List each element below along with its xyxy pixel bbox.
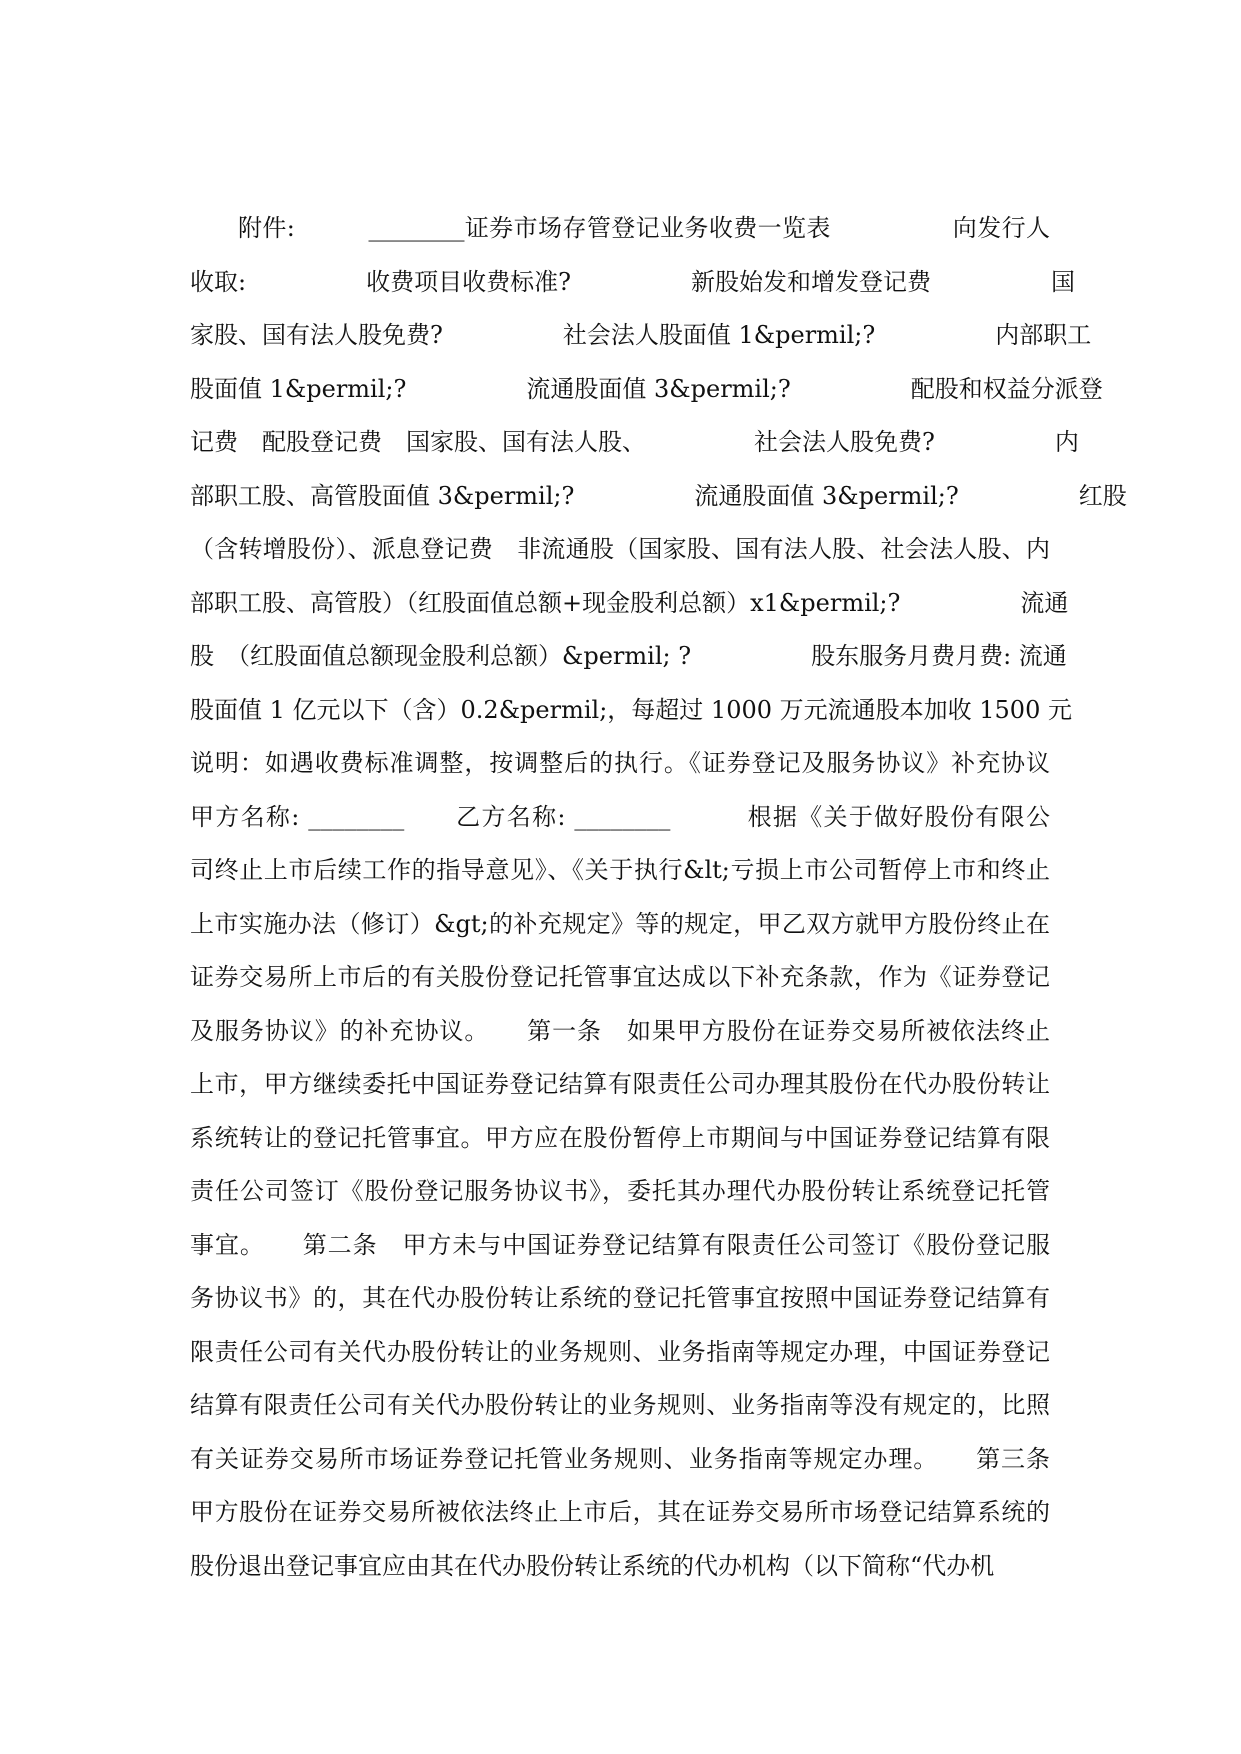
text-line: 责任公司签订《股份登记服务协议书》，委托其办理代办股份转让系统登记托管: [190, 1177, 1050, 1205]
text-line: 上市，甲方继续委托中国证券登记结算有限责任公司办理其股份在代办股份转让: [190, 1070, 1050, 1098]
text-line: 务协议书》的，其在代办股份转让系统的登记托管事宜按照中国证券登记结算有: [190, 1284, 1050, 1312]
text-line: 证券交易所上市后的有关股份登记托管事宜达成以下补充条款，作为《证券登记: [190, 963, 1050, 991]
document-body: [190, 208, 1127, 1599]
text-line: 收取: 收费项目收费标准? 新股始发和增发登记费 国: [190, 267, 1075, 296]
text-line: 记费 配股登记费 国家股、国有法人股、 社会法人股免费? 内: [190, 428, 1079, 456]
text-line: 系统转让的登记托管事宜。甲方应在股份暂停上市期间与中国证券登记结算有限: [190, 1123, 1050, 1152]
text-line: 部职工股、高管股）（红股面值总额+现金股利总额）x1&permil;? 流通: [190, 588, 1069, 617]
text-line: 上市实施办法（修订）&gt;的补充规定》等的规定，甲乙双方就甲方股份终止在: [190, 909, 1050, 938]
text-line: 股 （红股面值总额现金股利总额）&permil; ? 股东服务月费月费: 流通: [190, 642, 1067, 670]
text-line: 限责任公司有关代办股份转让的业务规则、业务指南等规定办理，中国证券登记: [190, 1337, 1050, 1366]
text-line: 股份退出登记事宜应由其在代办股份转让系统的代办机构（以下简称“代办机: [190, 1551, 995, 1580]
text-line: 及服务协议》的补充协议。 第一条 如果甲方股份在证券交易所被依法终止: [190, 1016, 1050, 1045]
text-line: 部职工股、高管股面值 3&permil;? 流通股面值 3&permil;? 红股: [190, 481, 1127, 510]
text-line: 有关证券交易所市场证券登记托管业务规则、业务指南等规定办理。 第三条: [190, 1444, 1050, 1473]
text-line: 说明：如遇收费标准调整，按调整后的执行。《证券登记及服务协议》补充协议: [190, 749, 1050, 777]
text-line: 甲方股份在证券交易所被依法终止上市后，其在证券交易所市场登记结算系统的: [190, 1498, 1050, 1526]
text-line: 股面值 1&permil;? 流通股面值 3&permil;? 配股和权益分派登: [190, 374, 1103, 403]
text-line: 结算有限责任公司有关代办股份转让的业务规则、业务指南等没有规定的，比照: [190, 1391, 1050, 1419]
text-line: 事宜。 第二条 甲方未与中国证券登记结算有限责任公司签订《股份登记服: [190, 1230, 1050, 1259]
text-line: 附件: ________证券市场存管登记业务收费一览表 向发行人: [238, 214, 1050, 242]
text-line: 家股、国有法人股免费? 社会法人股面值 1&permil;? 内部职工: [190, 321, 1092, 349]
text-line: 甲方名称: ________ 乙方名称: ________ 根据《关于做好股份有限公: [190, 802, 1050, 831]
text-line: 司终止上市后续工作的指导意见》、《关于执行&lt;亏损上市公司暂停上市和终止: [190, 856, 1050, 884]
text-line: （含转增股份）、派息登记费 非流通股（国家股、国有法人股、社会法人股、内: [190, 535, 1050, 563]
text-line: 股面值 1 亿元以下（含）0.2&permil;，每超过 1000 万元流通股本加收 1500 元: [190, 695, 1072, 724]
